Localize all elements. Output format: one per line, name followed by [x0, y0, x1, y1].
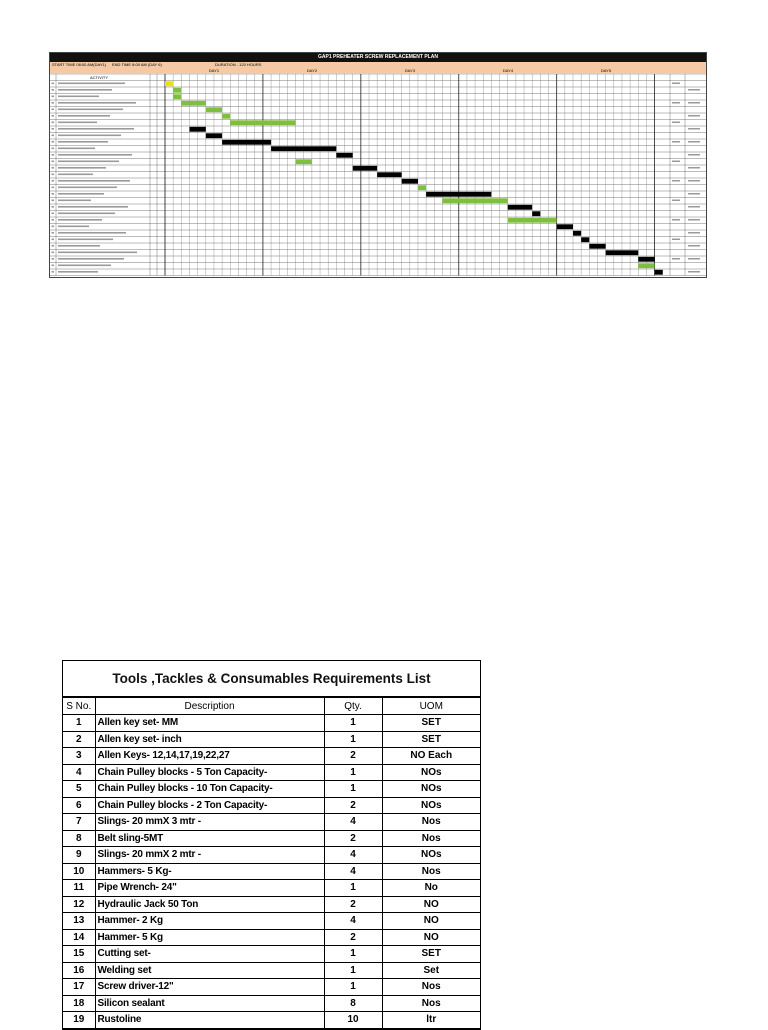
cell-description: Hammer- 5 Kg [95, 929, 324, 946]
tools-table-body [63, 715, 480, 1029]
gantt-bar [557, 224, 573, 229]
gantt-bar [189, 127, 205, 132]
cell-description: Chain Pulley blocks - 2 Ton Capacity- [95, 797, 324, 814]
gantt-side-note [672, 180, 680, 182]
gantt-side-note [672, 219, 680, 221]
gantt-side-note [672, 102, 680, 104]
cell-description: Allen key set- MM [95, 715, 324, 732]
cell-description: Hammer- 2 Kg [95, 913, 324, 930]
gantt-activity-header: ACTIVITY [90, 75, 109, 80]
table-row [63, 929, 480, 946]
table-row [63, 896, 480, 913]
cell-uom: ltr [382, 1012, 480, 1029]
gantt-bar [426, 192, 491, 197]
gantt-row-number [52, 187, 55, 189]
cell-sno: 13 [63, 913, 95, 930]
gantt-activity-text [58, 174, 93, 176]
gantt-side-note [688, 128, 700, 130]
gantt-side-note [688, 115, 700, 117]
gantt-side-note [672, 239, 680, 241]
gantt-bar [271, 146, 336, 151]
gantt-activity-text [58, 102, 136, 104]
gantt-row-number [52, 271, 55, 273]
gantt-row-number [52, 109, 55, 111]
gantt-side-note [672, 258, 680, 260]
cell-sno: 17 [63, 979, 95, 996]
cell-uom: NO Each [382, 748, 480, 765]
gantt-end-time: END TIME 8:00 AM (DAY 6) [112, 62, 162, 67]
gantt-row-number [52, 167, 55, 169]
gantt-activity-text [58, 271, 98, 273]
cell-qty: 1 [324, 781, 382, 798]
table-row [63, 814, 480, 831]
gantt-bar [508, 218, 557, 223]
cell-sno: 7 [63, 814, 95, 831]
gantt-activity-text [58, 96, 99, 98]
cell-sno: 10 [63, 863, 95, 880]
gantt-row-number [52, 226, 55, 228]
gantt-bar [173, 94, 181, 99]
cell-uom: Nos [382, 863, 480, 880]
cell-qty: 1 [324, 946, 382, 963]
table-row [63, 979, 480, 996]
gantt-bar [230, 120, 295, 125]
gantt-activity-text [58, 206, 128, 208]
gantt-chart [49, 52, 707, 278]
table-row [63, 781, 480, 798]
gantt-row-number [52, 89, 55, 91]
table-row [63, 731, 480, 748]
gantt-row-number [52, 128, 55, 130]
gantt-bar [638, 257, 654, 262]
gantt-bar [206, 133, 222, 138]
gantt-bar [418, 185, 426, 190]
gantt-side-note [672, 122, 680, 124]
cell-description: Belt sling-5MT [95, 830, 324, 847]
gantt-row-number [52, 206, 55, 208]
gantt-row-number [52, 154, 55, 156]
gantt-row-number [52, 141, 55, 143]
table-row [63, 748, 480, 765]
gantt-bar [589, 244, 605, 249]
gantt-duration: DURATION - 120 HOURS [215, 62, 262, 67]
header-qty: Qty. [324, 698, 382, 715]
gantt-activity-text [58, 141, 108, 143]
cell-sno: 16 [63, 962, 95, 979]
gantt-bar [296, 159, 312, 164]
gantt-side-note [672, 141, 680, 143]
gantt-row-number [52, 213, 55, 215]
cell-qty: 2 [324, 830, 382, 847]
tools-table-header [63, 698, 480, 715]
cell-description: Pipe Wrench- 24" [95, 880, 324, 897]
table-row [63, 995, 480, 1012]
cell-uom: Nos [382, 830, 480, 847]
gantt-row-number [52, 102, 55, 104]
header-uom: UOM [382, 698, 480, 715]
gantt-activity-text [58, 226, 89, 228]
gantt-bar [222, 114, 230, 119]
cell-qty: 2 [324, 748, 382, 765]
cell-sno: 12 [63, 896, 95, 913]
gantt-activity-text [58, 154, 132, 156]
gantt-row-number [52, 252, 55, 254]
gantt-side-note [688, 245, 700, 247]
gantt-activity-text [58, 252, 137, 254]
gantt-bar [442, 198, 507, 203]
gantt-row-number [52, 122, 55, 124]
cell-uom: NO [382, 913, 480, 930]
cell-description: Rustoline [95, 1012, 324, 1029]
gantt-activity-text [58, 148, 95, 150]
tools-table [63, 697, 480, 1029]
gantt-activity-text [58, 200, 91, 202]
tools-requirements-list [62, 660, 481, 1030]
gantt-bar [377, 172, 401, 177]
gantt-day-label: DAY3 [404, 68, 416, 73]
gantt-row-number [52, 245, 55, 247]
gantt-activity-text [58, 128, 134, 130]
gantt-activity-text [58, 187, 117, 189]
gantt-row-number [52, 239, 55, 241]
gantt-row-number [52, 180, 55, 182]
gantt-bar [638, 263, 654, 268]
gantt-side-note [688, 141, 700, 143]
gantt-day-label: DAY4 [502, 68, 514, 73]
table-row [63, 797, 480, 814]
cell-description: Chain Pulley blocks - 10 Ton Capacity- [95, 781, 324, 798]
cell-uom: SET [382, 946, 480, 963]
tools-list-title: Tools ,Tackles & Consumables Requirements List [63, 661, 480, 697]
gantt-day-label: DAY1 [208, 68, 220, 73]
gantt-row-number [52, 200, 55, 202]
gantt-row-number [52, 135, 55, 137]
gantt-activity-text [58, 245, 100, 247]
gantt-side-note [688, 89, 700, 91]
cell-qty: 1 [324, 962, 382, 979]
cell-sno: 1 [63, 715, 95, 732]
cell-uom: Nos [382, 995, 480, 1012]
cell-description: Welding set [95, 962, 324, 979]
cell-uom: NOs [382, 847, 480, 864]
cell-description: Screw driver-12" [95, 979, 324, 996]
cell-uom: SET [382, 715, 480, 732]
cell-qty: 2 [324, 929, 382, 946]
gantt-grid [50, 74, 706, 277]
cell-description: Allen key set- inch [95, 731, 324, 748]
gantt-activity-text [58, 265, 111, 267]
cell-description: Hammers- 5 Kg- [95, 863, 324, 880]
cell-uom: NOs [382, 797, 480, 814]
header-sno: S No. [63, 698, 95, 715]
cell-qty: 1 [324, 764, 382, 781]
cell-sno: 8 [63, 830, 95, 847]
gantt-bar [581, 237, 589, 242]
cell-sno: 5 [63, 781, 95, 798]
gantt-side-note [688, 102, 700, 104]
gantt-activity-text [58, 258, 124, 260]
cell-uom: NOs [382, 764, 480, 781]
table-row [63, 946, 480, 963]
cell-sno: 2 [63, 731, 95, 748]
table-row [63, 913, 480, 930]
cell-uom: SET [382, 731, 480, 748]
cell-uom: Nos [382, 979, 480, 996]
gantt-bar [606, 250, 639, 255]
cell-sno: 4 [63, 764, 95, 781]
gantt-activity-text [58, 109, 123, 111]
gantt-activity-text [58, 122, 97, 124]
gantt-side-note [688, 258, 700, 260]
gantt-row-number [52, 174, 55, 176]
cell-description: Cutting set- [95, 946, 324, 963]
cell-sno: 6 [63, 797, 95, 814]
cell-sno: 3 [63, 748, 95, 765]
gantt-side-note [688, 180, 700, 182]
gantt-activity-text [58, 89, 112, 91]
cell-qty: 4 [324, 814, 382, 831]
gantt-activity-text [58, 161, 119, 163]
gantt-title: GAP1 PREHEATER SCREW REPLACEMENT PLAN [50, 53, 706, 62]
cell-qty: 10 [324, 1012, 382, 1029]
gantt-bar [402, 179, 418, 184]
gantt-side-note [672, 83, 680, 85]
gantt-row-number [52, 83, 55, 85]
gantt-row-number [52, 96, 55, 98]
cell-qty: 1 [324, 979, 382, 996]
gantt-side-note [688, 193, 700, 195]
gantt-bar [353, 166, 377, 171]
gantt-side-note [688, 232, 700, 234]
gantt-row-number [52, 219, 55, 221]
table-row [63, 1012, 480, 1029]
gantt-bar [181, 101, 205, 106]
cell-qty: 4 [324, 913, 382, 930]
table-row [63, 962, 480, 979]
gantt-side-note [688, 271, 700, 273]
cell-qty: 2 [324, 797, 382, 814]
gantt-bar [336, 153, 352, 158]
cell-qty: 8 [324, 995, 382, 1012]
gantt-bar [655, 270, 663, 275]
cell-sno: 19 [63, 1012, 95, 1029]
cell-description: Hydraulic Jack 50 Ton [95, 896, 324, 913]
gantt-bar [222, 140, 271, 145]
header-description: Description [95, 698, 324, 715]
gantt-row-number [52, 148, 55, 150]
gantt-activity-text [58, 83, 125, 85]
gantt-bar [173, 88, 181, 93]
cell-qty: 1 [324, 880, 382, 897]
cell-qty: 1 [324, 715, 382, 732]
gantt-activity-text [58, 193, 104, 195]
gantt-activity-text [58, 213, 115, 215]
cell-description: Silicon sealant [95, 995, 324, 1012]
gantt-bar [573, 231, 581, 236]
gantt-row-number [52, 265, 55, 267]
cell-sno: 9 [63, 847, 95, 864]
gantt-activity-text [58, 219, 102, 221]
cell-uom: NO [382, 896, 480, 913]
cell-uom: NO [382, 929, 480, 946]
gantt-row-number [52, 193, 55, 195]
cell-uom: NOs [382, 781, 480, 798]
table-row [63, 830, 480, 847]
table-row [63, 880, 480, 897]
gantt-side-note [672, 161, 680, 163]
gantt-bar [508, 205, 532, 210]
cell-uom: No [382, 880, 480, 897]
cell-uom: Nos [382, 814, 480, 831]
gantt-day-label: DAY5 [600, 68, 612, 73]
table-row [63, 847, 480, 864]
table-row [63, 863, 480, 880]
cell-qty: 1 [324, 731, 382, 748]
gantt-start-time: START TIME 08:00 AM(DAY1) [52, 62, 107, 67]
gantt-activity-text [58, 167, 106, 169]
cell-description: Slings- 20 mmX 3 mtr - [95, 814, 324, 831]
gantt-row-number [52, 258, 55, 260]
gantt-side-note [688, 206, 700, 208]
cell-qty: 4 [324, 863, 382, 880]
gantt-side-note [688, 154, 700, 156]
gantt-side-note [688, 219, 700, 221]
table-row [63, 715, 480, 732]
gantt-row-number [52, 115, 55, 117]
cell-sno: 11 [63, 880, 95, 897]
gantt-side-note [688, 167, 700, 169]
cell-description: Slings- 20 mmX 2 mtr - [95, 847, 324, 864]
gantt-activity-text [58, 232, 126, 234]
gantt-day-label: DAY2 [306, 68, 318, 73]
gantt-bar [206, 107, 222, 112]
cell-description: Allen Keys- 12,14,17,19,22,27 [95, 748, 324, 765]
gantt-row-number [52, 161, 55, 163]
gantt-activity-text [58, 135, 121, 137]
cell-description: Chain Pulley blocks - 5 Ton Capacity- [95, 764, 324, 781]
gantt-activity-text [58, 239, 113, 241]
gantt-bar [532, 211, 540, 216]
cell-sno: 15 [63, 946, 95, 963]
table-row [63, 764, 480, 781]
cell-sno: 18 [63, 995, 95, 1012]
gantt-row-number [52, 232, 55, 234]
cell-sno: 14 [63, 929, 95, 946]
gantt-side-note [672, 200, 680, 202]
gantt-activity-text [58, 115, 110, 117]
gantt-activity-text [58, 180, 130, 182]
cell-qty: 2 [324, 896, 382, 913]
gantt-bar [165, 81, 173, 86]
cell-qty: 4 [324, 847, 382, 864]
cell-uom: Set [382, 962, 480, 979]
